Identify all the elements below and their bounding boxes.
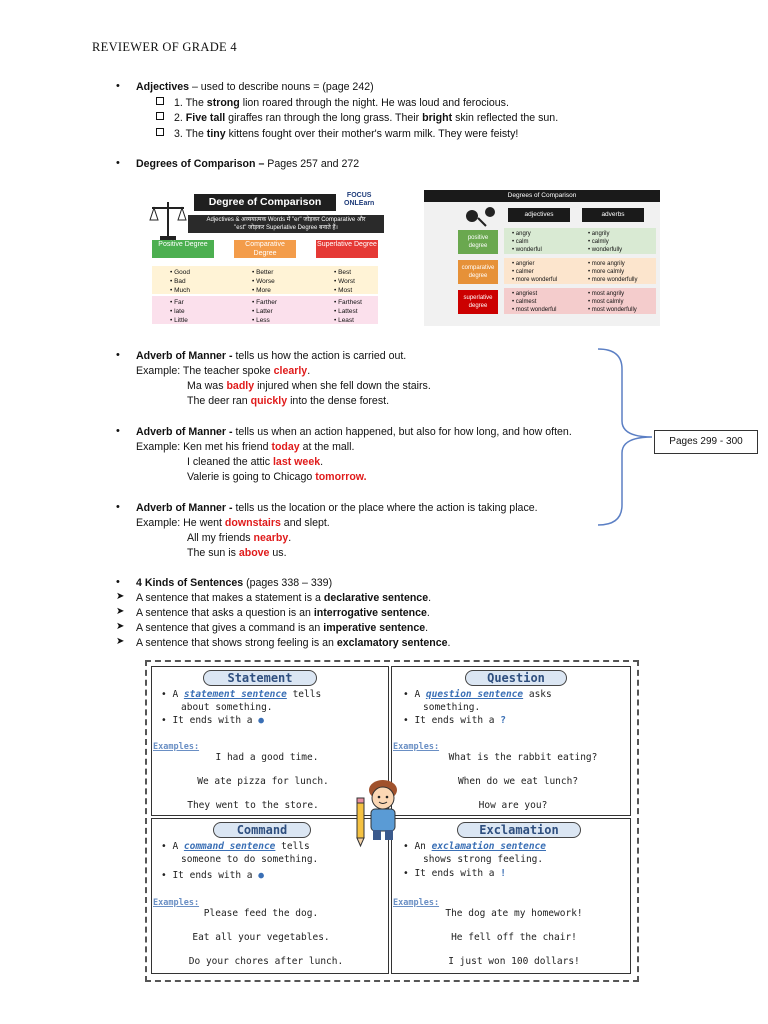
adjective-example-3: 3. The tiny kittens fought over their mother's warm milk. They were feisty! <box>156 127 518 141</box>
command-title: Command <box>213 822 311 838</box>
cell: • angrily • calmly • wonderfully <box>588 231 623 253</box>
example: I just won 100 dollars! <box>448 956 580 967</box>
period-icon: ● <box>258 715 264 726</box>
boy-with-pencil-icon <box>347 778 417 848</box>
cell: • Good • Bad • Much <box>170 269 190 294</box>
cell: • angry • calm • wonderful <box>512 231 542 253</box>
command-def: • A command sentence tells <box>161 841 310 852</box>
question-def: something. <box>423 702 481 713</box>
positive-degree-header: Positive Degree <box>152 240 214 258</box>
kinds-heading: 4 Kinds of Sentences (pages 338 – 339) <box>136 577 333 589</box>
adverb-example: Valerie is going to Chicago tomorrow. <box>187 471 367 483</box>
adverb-example: The sun is above us. <box>187 547 287 559</box>
example: I had a good time. <box>215 752 319 763</box>
kind-item: A sentence that shows strong feeling is an exclamatory sentence. <box>136 637 451 649</box>
arrow-bullet-icon: ➤ <box>116 606 125 617</box>
examples-label: Examples: <box>153 742 200 752</box>
degrees-heading: Degrees of Comparison – Pages 257 and 272 <box>136 158 360 170</box>
cell: • angrier • calmer • more wonderful <box>512 261 558 283</box>
example: We ate pizza for lunch. <box>197 776 329 787</box>
question-def: • A question sentence asks <box>403 689 552 700</box>
bullet: • <box>116 501 120 513</box>
cell: • Better • Worse • More <box>252 269 275 294</box>
cell: • Farthest • Lattest • Least <box>334 299 362 324</box>
bullet: • <box>116 80 120 92</box>
checkbox-icon <box>156 128 164 136</box>
example: Please feed the dog. <box>203 908 319 919</box>
kind-item: A sentence that gives a command is an imperative sentence. <box>136 622 429 634</box>
adjectives-column: adjectives <box>508 208 570 222</box>
checkbox-icon <box>156 97 164 105</box>
checkbox-icon <box>156 112 164 120</box>
command-def: someone to do something. <box>181 854 319 865</box>
statement-title: Statement <box>203 670 317 686</box>
adverbs-column: adverbs <box>582 208 644 222</box>
adverb-example: Example: He went downstairs and slept. <box>136 517 330 529</box>
adverb-heading: Adverb of Manner - tells us how the action is carried out. <box>136 350 407 362</box>
positive-degree-label: positive degree <box>458 230 498 254</box>
examples-label: Examples: <box>393 742 440 752</box>
scale-icon <box>464 206 500 228</box>
exclamation-def: • An exclamation sentence <box>403 841 546 852</box>
degree-of-comparison-image <box>142 188 388 328</box>
bullet: • <box>116 576 120 588</box>
cell: • more angrily • more calmly • more wonderfully <box>588 261 638 283</box>
adverb-heading: Adverb of Manner - tells us the location or the place where the action is taking place. <box>136 502 538 514</box>
bullet: • <box>116 425 120 437</box>
command-end: • It ends with a ● <box>161 870 264 881</box>
rule-band: Adjectives & अव्ययात्मक Words में "er" जोड़कर Comparative और "est" जोड़कर Superlative Degree बनाते हैं। <box>188 215 384 233</box>
adverb-example: Example: Ken met his friend today at the mall. <box>136 441 355 453</box>
adjective-example-2: 2. Five tall giraffes ran through the long grass. Their bright skin reflected the sun. <box>156 111 558 125</box>
adverb-example: Ma was badly injured when she fell down the stairs. <box>187 380 431 392</box>
statement-def: about something. <box>181 702 273 713</box>
image-title: Degree of Comparison <box>194 194 336 211</box>
exclamation-title: Exclamation <box>457 822 581 838</box>
adverb-example: The deer ran quickly into the dense forest. <box>187 395 390 407</box>
adverb-example: I cleaned the attic last week. <box>187 456 324 468</box>
example: The dog ate my homework! <box>445 908 583 919</box>
page-title: REVIEWER OF GRADE 4 <box>92 40 237 54</box>
cell: • Far • late • Little <box>170 299 188 324</box>
degrees-of-comparison-chart <box>424 190 660 326</box>
chart-title: Degrees of Comparison <box>424 190 660 202</box>
arrow-bullet-icon: ➤ <box>116 621 125 632</box>
bullet: • <box>116 157 120 169</box>
superlative-degree-header: Superlative Degree <box>316 240 378 258</box>
exclamation-mark-icon: ! <box>500 868 506 879</box>
examples-label: Examples: <box>153 898 200 908</box>
adjectives-heading: Adjectives – used to describe nouns = (page 242) <box>136 81 374 93</box>
exclamation-end: • It ends with a ! <box>403 868 506 879</box>
cell: • angriest • calmest • most wonderful <box>512 291 557 313</box>
example: Do your chores after lunch. <box>188 956 344 967</box>
brace-icon <box>596 345 656 531</box>
arrow-bullet-icon: ➤ <box>116 636 125 647</box>
example: He fell off the chair! <box>451 932 577 943</box>
pages-box: Pages 299 - 300 <box>654 430 758 454</box>
adjective-example-1: 1. The strong lion roared through the night. He was loud and ferocious. <box>156 96 509 110</box>
question-end: • It ends with a ? <box>403 715 506 726</box>
example: They went to the store. <box>187 800 319 811</box>
comparative-degree-label: comparative degree <box>458 260 498 284</box>
kind-item: A sentence that makes a statement is a declarative sentence. <box>136 592 432 604</box>
arrow-bullet-icon: ➤ <box>116 591 125 602</box>
example: When do we eat lunch? <box>457 776 579 787</box>
examples-label: Examples: <box>393 898 440 908</box>
scale-icon <box>148 198 188 242</box>
comparative-degree-header: Comparative Degree <box>234 240 296 258</box>
question-mark-icon: ? <box>500 715 506 726</box>
statement-end: • It ends with a ● <box>161 715 264 726</box>
period-icon: ● <box>258 870 264 881</box>
example: Eat all your vegetables. <box>192 932 330 943</box>
superlative-degree-label: superlative degree <box>458 290 498 314</box>
bullet: • <box>116 349 120 361</box>
logo: FOCUS ONLEarn <box>344 192 375 207</box>
cell: • Best • Worst • Most <box>334 269 355 294</box>
kind-item: A sentence that asks a question is an interrogative sentence. <box>136 607 430 619</box>
adverb-example: Example: The teacher spoke clearly. <box>136 365 311 377</box>
cell: • Farther • Latter • Less <box>252 299 278 324</box>
exclamation-def: shows strong feeling. <box>423 854 544 865</box>
cell: • most angrily • most calmly • most wonderfully <box>588 291 637 313</box>
question-title: Question <box>465 670 567 686</box>
example: What is the rabbit eating? <box>448 752 598 763</box>
statement-def: • A statement sentence tells <box>161 689 322 700</box>
adverb-example: All my friends nearby. <box>187 532 292 544</box>
adverb-heading: Adverb of Manner - tells us when an action happened, but also for how long, and how often. <box>136 426 572 438</box>
example: How are you? <box>478 800 548 811</box>
sentence-types-poster <box>145 660 639 982</box>
